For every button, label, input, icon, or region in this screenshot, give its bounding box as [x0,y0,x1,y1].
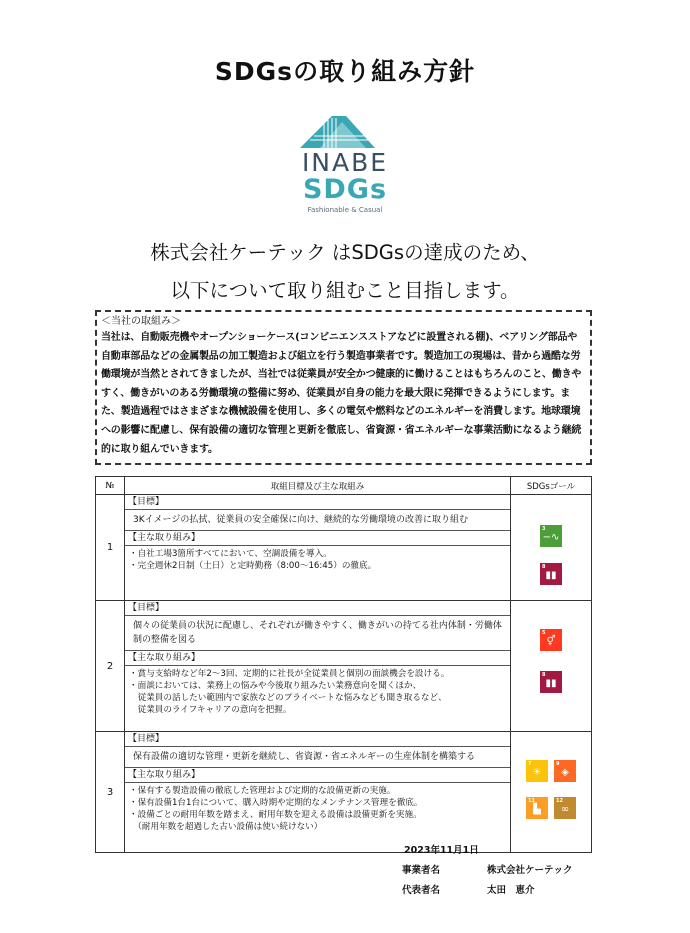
list-item: ・面談においては、業務上の悩みや今後取り組みたい業務意向を聞くほか、 [129,681,422,691]
sdg-7-icon: 7 ☀ [526,760,548,782]
lead-line-2: 以下について取り組むこと目指します。 [170,279,520,302]
representative-value: 太田 恵介 [487,885,535,896]
list-item: 従業員の話したい範囲内で家族などのプライベートな悩みなども聞き取るなど、 [129,693,447,703]
issue-date: 2023年11月1日 [404,845,479,856]
page-title: SDGsの取り組み方針 [214,57,476,86]
goal-label: 【目標】 [125,601,510,616]
table-header-row [96,477,592,495]
company-name-value: 株式会社ケーテック [487,865,573,876]
logo-inabe-text: INABE [301,148,389,177]
row-number: 1 [96,495,125,601]
company-name-label: 事業者名 [402,865,441,876]
goal-label: 【目標】 [125,732,510,747]
logo-mountain-icon [280,110,410,150]
table-row [96,495,592,601]
company-name-row [402,862,573,876]
sdg-3-icon: 3 −∿ [540,525,562,547]
row-content [125,495,511,601]
company-policy-box [95,310,592,465]
goal-text: 3Kイメージの払拭、従業員の安全確保に向け、継続的な労働環境の改善に取り組む [125,510,510,531]
sdg-9-icon: 9 ◈ [554,760,576,782]
list-item: 従業員のライフキャリアの意向を把握。 [129,705,292,715]
inabe-sdgs-logo [280,110,410,220]
logo-tagline: Fashionable & Casual [307,206,383,214]
policy-heading: ＜当社の取組み＞ [101,316,181,327]
main-label: 【主な取り組み】 [125,768,510,783]
representative-label: 代表者名 [402,885,441,896]
main-items [125,546,510,575]
row-sdg-cell [511,601,592,732]
main-label: 【主な取り組み】 [125,531,510,546]
list-item: ・設備ごとの耐用年数を踏まえ、耐用年数を迎える設備は設備更新を実施。 [129,810,422,820]
list-item: （耐用年数を超過した古い設備は使い続けない） [129,822,323,832]
main-items [125,783,510,836]
row-number: 2 [96,601,125,732]
lead-line-1: 株式会社ケーテック はSDGsの達成のため、 [150,241,540,264]
logo-sdgs-text: SDGs [302,174,388,205]
sdg-5-icon: 5 ⚥ [540,629,562,651]
goal-label: 【目標】 [125,495,510,510]
row-content [125,732,511,853]
table-row [96,601,592,732]
list-item: ・賞与支給時など年2～3回、定期的に社長が全従業員と個別の面談機会を設ける。 [129,669,450,679]
sdg-11-icon: 11 ▙ [526,797,548,819]
goal-text: 個々の従業員の状況に配慮し、それぞれが働きやすく、働きがいの持てる社内体制・労働体制の整備を図る [125,616,510,651]
header-content: 取組目標及び主な取組み [125,477,511,495]
list-item: ・完全週休2日制（土日）と定時勤務（8:00～16:45）の徹底。 [129,561,377,571]
sdg-8-icon: 8 ▮▮ [540,563,562,585]
list-item: ・保有設備1台1台について、購入時期や定期的なメンテナンス管理を徹底。 [129,798,423,808]
representative-row [402,882,535,896]
row-content [125,601,511,732]
row-number: 3 [96,732,125,853]
policy-body: 当社は、自動販売機やオープンショーケース(コンビニエンスストアなどに設置される棚)、ベアリング部品や自動車部品などの金属製品の加工製造および組立を行う製造事業者です。製造加工の現場は、昔から過酷な労働環境が当然とされてきましたが、当社では従業員が安全かつ健康的に働けることはもちろんのこと、働きやすく、働きがいのある労働環境の整備に努め、従業員が自身の能力を最大限に発揮できるようにします。また、製造過程ではさまざまな機械設備を使用し、多くの電気や燃料などのエネルギーを消費します。地球環境への影響に配慮し、保有設備の適切な管理と更新を徹底し、省資源・省エネルギーな事業活動になるよう継続的に取り組んでいきます。 [101,332,582,455]
row-sdg-cell [511,732,592,853]
table-row [96,732,592,853]
main-label: 【主な取り組み】 [125,651,510,666]
list-item: ・自社工場3箇所すべてにおいて、空調設備を導入。 [129,549,332,559]
main-items [125,666,510,719]
header-no: № [96,477,125,495]
sdg-12-icon: 12 ∞ [554,797,576,819]
sdg-8-icon: 8 ▮▮ [540,671,562,693]
sdg-goals-table [95,476,592,853]
list-item: ・保有する製造設備の徹底した管理および定期的な設備更新の実施。 [129,786,396,796]
row-sdg-cell [511,495,592,601]
header-sdg: SDGsゴール [511,477,592,495]
goal-text: 保有設備の適切な管理・更新を継続し、省資源・省エネルギーの生産体制を構築する [125,747,510,768]
